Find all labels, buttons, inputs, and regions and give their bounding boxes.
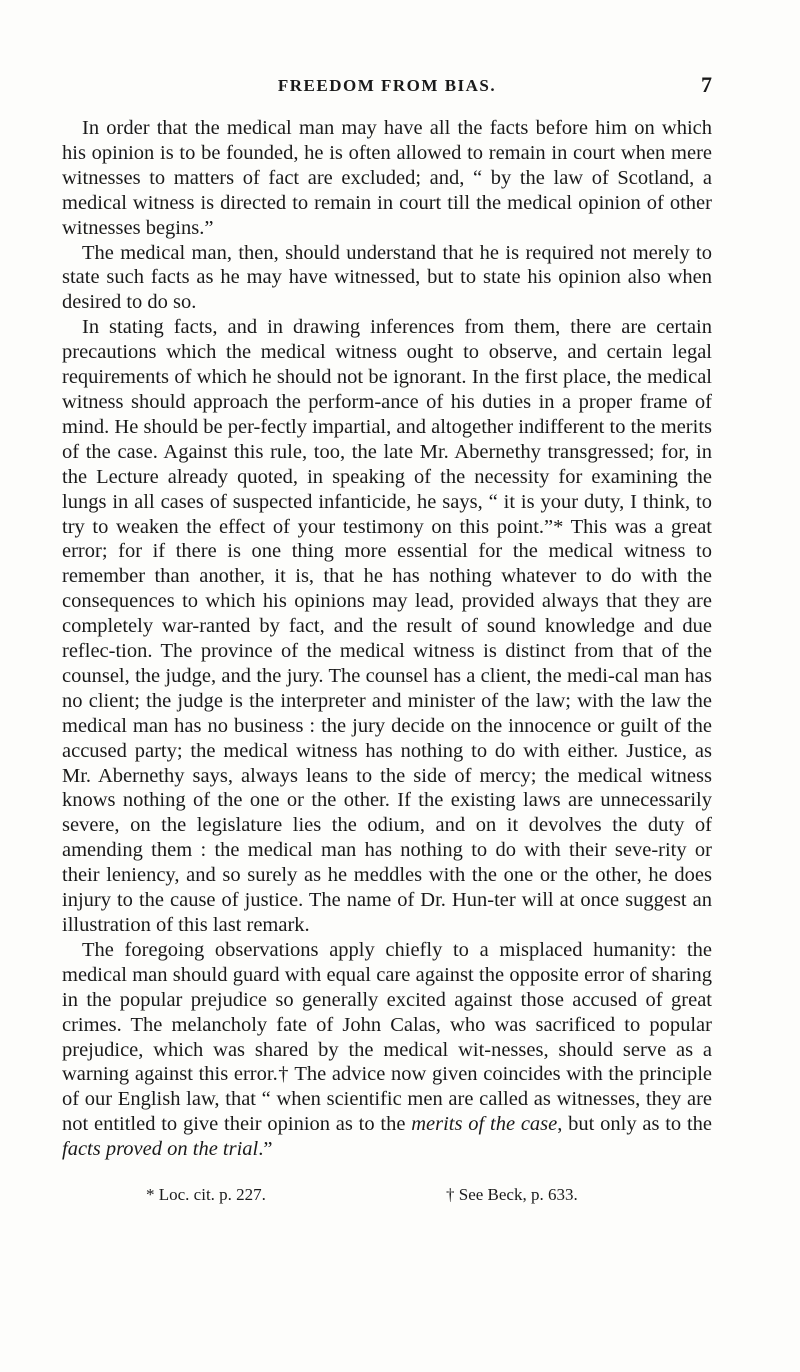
italic-phrase: merits of the case xyxy=(411,1113,558,1136)
footnote-abernethy: * Loc. cit. p. 227. xyxy=(146,1185,266,1204)
page-number: 7 xyxy=(701,72,712,97)
paragraph-3 xyxy=(62,315,712,938)
footnotes xyxy=(62,1185,712,1209)
paragraph-text: , but only as to the xyxy=(557,1113,712,1136)
paragraph-4 xyxy=(62,938,712,1162)
paragraph-text: The foregoing observations apply chiefly to a misplaced humanity: the medical man should guard with equal care against the opposite error of sharing in the popular prejudice so generally excited against those accused of great crimes. The melancholy fate of John Calas, who was sacrificed to popular prejudice, which was shared by the medical wit-nesses, should serve as a warning against this error.† The advice now given coincides with the principle of our English law, that “ when scientific men are called as witnesses, they are not entitled to give their opinion as to the xyxy=(62,938,712,1136)
paragraph-text: In stating facts, and in drawing inferences from them, there are certain precautions which the medical witness ought to observe, and certain legal requirements of which he should not be ignorant. In the first place, the medical witness should approach the perform-ance of his duties in a proper frame of mind. He should be per-fectly impartial, and altogether indifferent to the merits of the case. Against this rule, too, the late Mr. Abernethy transgressed; for, in the Lecture already quoted, in speaking of the necessity for examining the lungs in all cases of suspected infanticide, he says, “ it is your duty, I think, to try to weaken the effect of your testimony on this point.”* This was a great error; for if there is one thing more essential for the medical witness to remember than another, it is, that he has nothing whatever to do with the consequences to which his opinions may lead, provided always that they are completely war-ranted by fact, and the result of sound knowledge and due reflec-tion. The province of the medical witness is distinct from that of the counsel, the judge, and the jury. The counsel has a client, the medi-cal man has no client; the judge is the interpreter and minister of the law; with the law the medical man has no business : the jury decide on the innocence or guilt of the accused party; the medical witness has nothing to do with either. Justice, as Mr. Abernethy says, always leans to the side of mercy; the medical witness knows nothing of the one or the other. If the existing laws are unnecessarily severe, on the legislature lies the odium, and on it devolves the duty of amending them : the medical man has nothing to do with their seve-rity or their leniency, and so surely as he meddles with the one or the other, he does injury to the cause of justice. The name of Dr. Hun-ter will at once suggest an illustration of this last remark. xyxy=(62,316,712,936)
footnote-beck: † See Beck, p. 633. xyxy=(446,1185,578,1204)
paragraph-1 xyxy=(62,116,712,241)
body-text xyxy=(62,116,712,1162)
italic-phrase: facts proved on the trial xyxy=(62,1138,259,1161)
paragraph-text: .” xyxy=(258,1138,273,1161)
paragraph-text: The medical man, then, should understand that he is required not merely to state such facts as he may have witnessed, but to state his opinion also when desired to do so. xyxy=(62,241,712,314)
paragraph-text: In order that the medical man may have all the facts before him on which his opinion is to be founded, he is often allowed to remain in court when mere witnesses to matters of fact are excluded; and, “ by the law of Scotland, a medical witness is directed to remain in court till the medical opinion of other witnesses begins.” xyxy=(62,117,712,239)
running-title: FREEDOM FROM BIAS. xyxy=(277,76,497,95)
paragraph-2 xyxy=(62,241,712,316)
running-head xyxy=(62,72,712,104)
